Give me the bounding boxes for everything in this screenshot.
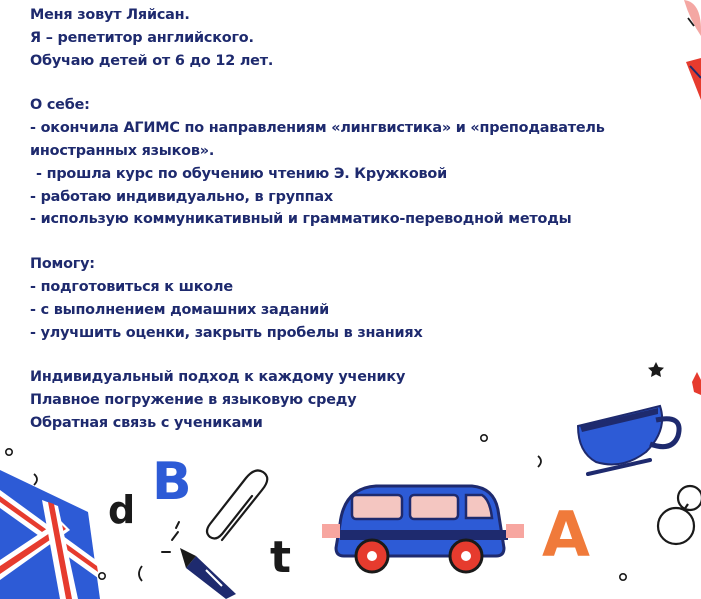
about-item: - окончила АГИМС по направлениям «лингвистика» и «преподаватель (30, 120, 605, 137)
intro-name: Меня зовут Ляйсан. (30, 7, 190, 23)
about-item: - использую коммуникативный и грамматико-переводной методы (30, 211, 572, 228)
paperclip-icon (207, 470, 267, 540)
intro-role: Я – репетитор английского. (30, 29, 254, 46)
help-item: - улучшить оценки, закрыть пробелы в знаниях (30, 324, 423, 341)
about-item: иностранных языков». (30, 142, 215, 159)
glasses-icon (658, 486, 701, 544)
bus-icon (322, 486, 524, 572)
feature-line: Плавное погружение в языковую среду (30, 392, 357, 409)
feature-line: Обратная связь с учениками (30, 414, 263, 431)
crayon-icon (162, 522, 236, 599)
red-star-icon (692, 372, 701, 395)
letter-b-icon: B (152, 452, 192, 512)
letter-a-icon: A (542, 498, 590, 571)
uk-flag-icon (0, 470, 100, 599)
about-heading: О себе: (30, 97, 90, 114)
feature-line: Индивидуальный подход к каждому ученику (30, 369, 406, 386)
help-heading: Помогу: (30, 256, 95, 273)
profile-text (30, 4, 680, 435)
pink-shape-icon (684, 0, 701, 36)
letter-t-icon: t (270, 532, 292, 583)
help-item: - с выполнением домашних заданий (30, 301, 329, 318)
red-pennant-icon (686, 58, 701, 100)
about-item: - прошла курс по обучению чтению Э. Кружковой (36, 165, 448, 182)
help-item: - подготовиться к школе (30, 278, 233, 295)
letter-d-icon: d (108, 488, 136, 532)
about-item: - работаю индивидуально, в группах (30, 188, 333, 205)
intro-ages: Обучаю детей от 6 до 12 лет. (30, 52, 274, 69)
